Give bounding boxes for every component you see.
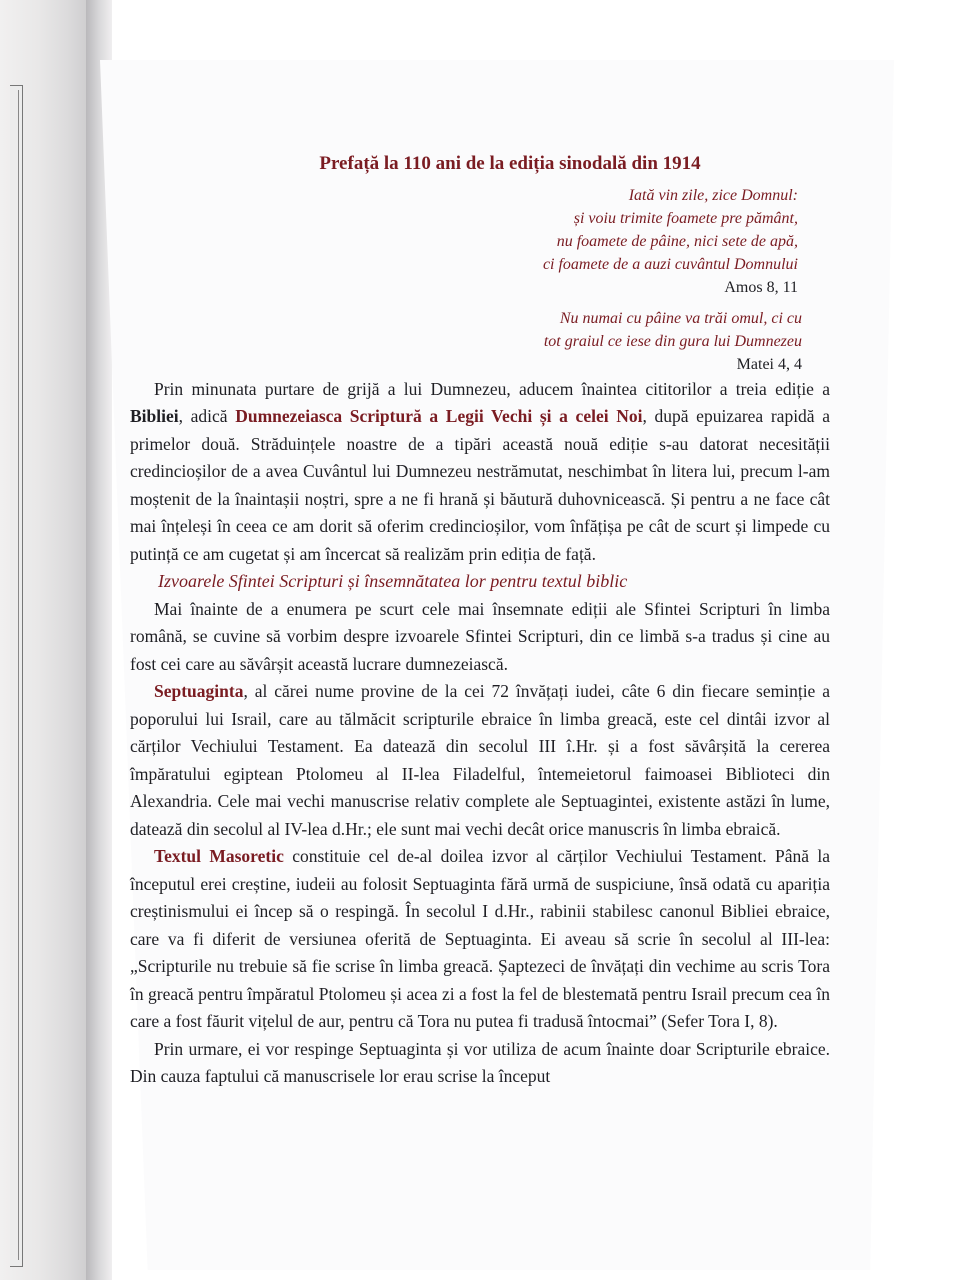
epigraph-line: și voiu trimite foamete pre pământ, <box>573 209 798 227</box>
paragraph-conclusion: Prin urmare, ei vor respinge Septuaginta și vor utiliza de acum înainte doar Scripturile ebraice. Din cauza faptului că manuscrisele lor erau scrise la început <box>130 1038 830 1086</box>
paragraph-intro <box>130 376 830 569</box>
page-title: Prefață la 110 ani de la ediția sinodală din 1914 <box>319 153 701 174</box>
epigraph-reference: Matei 4, 4 <box>736 355 802 373</box>
paragraph-masoretic <box>130 843 830 1036</box>
epigraph-line: Iată vin zile, zice Domnul: <box>628 186 798 204</box>
epigraph-line: Nu numai cu pâine va trăi omul, ci cu <box>559 309 802 327</box>
page-content <box>130 150 830 1091</box>
scripture-title: Dumnezeiasca Scriptură a Legii Vechi și a celei Noi <box>235 406 643 426</box>
epigraph-line: tot graiul ce iese din gura lui Dumnezeu <box>543 332 802 350</box>
epigraph-amos <box>130 184 798 299</box>
text-run: , după epuizarea rapidă a primelor două. Străduințele noastre de a tipări această nouă ediție s-au datorat necesității credincioșilor de a avea Cuvântul lui Dumnezeu nestrămutat, neschimbat în litera lui, precum l-am moștenit de la înaintașii noștri, spre a ne fi hrană și băutură duhovnicească. Și pentru a ne face cât mai înțeleși în ceea ce am dorit să oferim credincioșilor, vom înfățișa pe cât de scurt și limpede cu putință ce am cugetat și am încercat să realizăm prin ediția de față. <box>130 406 830 564</box>
epigraph-line: nu foamete de pâine, nici sete de apă, <box>556 232 798 250</box>
epigraph-line: ci foamete de a auzi cuvântul Domnului <box>542 255 798 273</box>
bible-term: Bibliei <box>130 406 179 426</box>
text-run: constituie cel de-al doilea izvor al cărților Vechiului Testament. Până la începutul erei creștine, iudeii au folosit Septuaginta fără urmă de suspiciune, însă odată cu apariția creștinismului ei încep să o respingă. În secolul I d.Hr., rabinii stabilesc canonul Bibliei ebraice, care va fi diferit de versiunea oferită de Septuaginta. Ei aveau să scrie în secolul al III-lea: „Scripturile nu trebuie să fie scrise în limba greacă. Șaptezeci de învățați din vechime au scris Tora în greacă pentru împăratul Ptolomeu și acea zi a fost la fel de blestemată pentru Israil precum cea în care a fost făurit vițelul de aur, pentru că Tora nu putea fi tradusă întocmai” (Sefer Tora I, 8). <box>130 846 830 1031</box>
left-page-edge <box>0 0 96 1280</box>
septuagint-term: Septuaginta <box>154 681 244 701</box>
text-run: Prin minunata purtare de grijă a lui Dumnezeu, aducem înaintea cititorilor a treia ediție a <box>154 378 830 399</box>
epigraph-matei <box>130 307 802 376</box>
paragraph-septuagint <box>130 678 830 843</box>
text-run: , al cărei nume provine de la cei 72 învățați iudei, câte 6 din fiecare seminție a poporului lui Israil, care au tălmăcit scripturile ebraice în limba greacă, este cel dintâi izvor al cărților Vechiului Testament. Ea datează din secolul III î.Hr. și a fost săvârșită la cererea împăratului egiptean Ptolomeu al II-lea Filadelful, întemeietorul faimoasei Biblioteci din Alexandria. Cele mai vechi manuscrise relativ complete ale Septuagintei, existente astăzi în lume, datează din secolul al IV-lea d.Hr.; ele sunt mai vechi decât orice manuscris în limba ebraică. <box>130 681 830 839</box>
left-page-inner-border <box>14 90 19 1260</box>
text-run: , adică <box>178 406 236 426</box>
section-subtitle: Izvoarele Sfintei Scripturi și însemnătatea lor pentru textul biblic <box>158 571 628 591</box>
masoretic-term: Textul Masoretic <box>154 846 284 866</box>
paragraph-sources: Mai înainte de a enumera pe scurt cele mai însemnate ediții ale Sfintei Scripturi în limba română, se cuvine să vorbim despre izvoarele Sfintei Scripturi, din ce limbă s-a tradus și cine au fost cei care au săvârșit această lucrare dumnezeiască. <box>130 598 830 674</box>
epigraph-reference: Amos 8, 11 <box>724 278 798 296</box>
